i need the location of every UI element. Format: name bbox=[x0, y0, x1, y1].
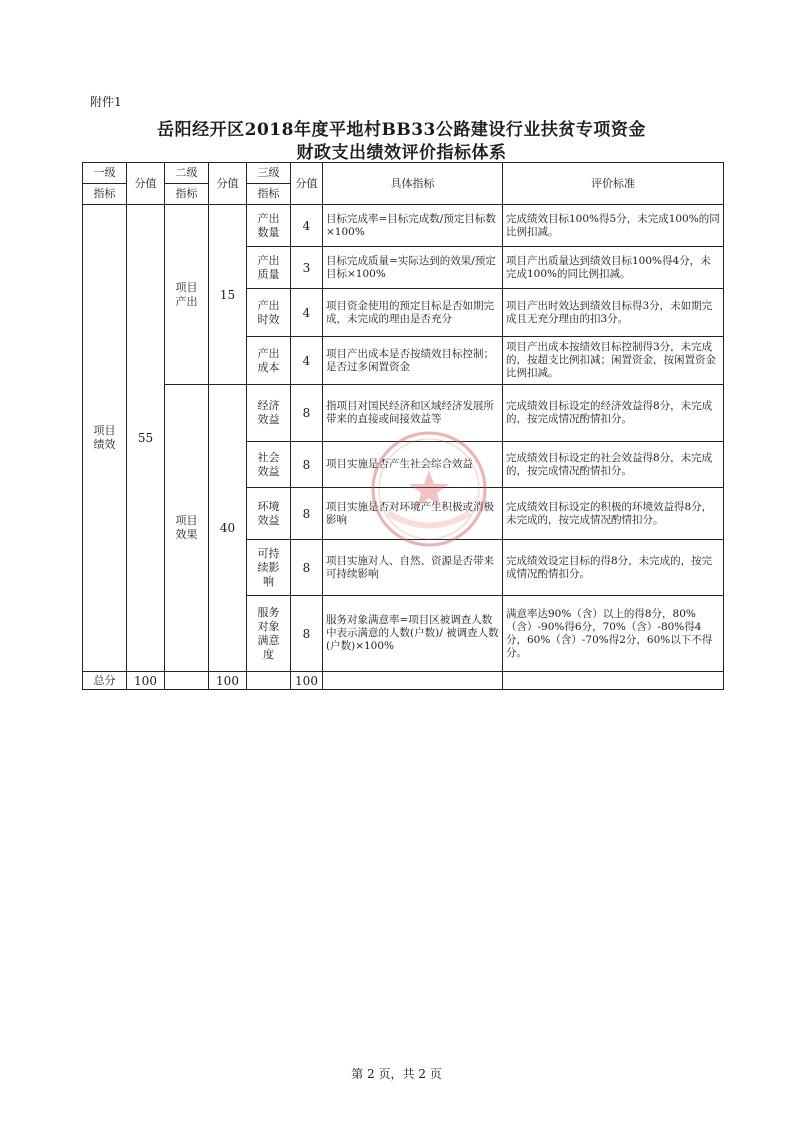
total-score2: 100 bbox=[209, 672, 247, 690]
level3-score: 4 bbox=[291, 289, 323, 337]
document-title-line2: 财政支出绩效评价指标体系 bbox=[296, 143, 507, 163]
page-footer: 第 2 页，共 2 页 bbox=[351, 1067, 442, 1081]
specific-indicator: 服务对象满意率=项目区被调查人数中表示满意的人数(户数)/ 被调查人数(户数)×100% bbox=[323, 596, 503, 672]
evaluation-standard: 完成绩效目标设定的社会效益得8分，未完成的，按完成情况酌情扣分。 bbox=[503, 442, 724, 488]
empty-cell bbox=[165, 672, 209, 690]
header-specific-indicator: 具体指标 bbox=[323, 163, 503, 205]
level3-score: 4 bbox=[291, 337, 323, 385]
specific-indicator: 项目实施是否产生社会综合效益 bbox=[323, 442, 503, 488]
header-evaluation-standard: 评价标准 bbox=[503, 163, 724, 205]
header-level1-sub: 指标 bbox=[83, 184, 127, 205]
document-title-line1: 岳阳经开区2018年度平地村BB33公路建设行业扶贫专项资金 bbox=[157, 120, 646, 140]
specific-indicator: 项目实施是否对环境产生积极或消极影响 bbox=[323, 488, 503, 540]
level3-name: 环境 效益 bbox=[247, 488, 291, 540]
level3-name: 产出 时效 bbox=[247, 289, 291, 337]
evaluation-standard: 项目产出成本按绩效目标控制得3分，未完成的，按超支比例扣减；闲置资金，按闲置资金比例扣减。 bbox=[503, 337, 724, 385]
specific-indicator: 项目实施对人、自然、资源是否带来可持续影响 bbox=[323, 540, 503, 596]
evaluation-standard: 完成绩效目标设定的经济效益得8分，未完成的，按完成情况酌情扣分。 bbox=[503, 385, 724, 442]
level3-score: 8 bbox=[291, 442, 323, 488]
header-score2: 分值 bbox=[209, 163, 247, 205]
specific-indicator: 目标完成率=目标完成数/预定目标数×100% bbox=[323, 205, 503, 247]
total-label: 总分 bbox=[83, 672, 127, 690]
level3-name: 可持 续影 响 bbox=[247, 540, 291, 596]
evaluation-standard: 项目产出质量达到绩效目标100%得4分，未完成100%的同比例扣减。 bbox=[503, 247, 724, 289]
evaluation-index-table bbox=[82, 162, 724, 690]
level3-name: 社会 效益 bbox=[247, 442, 291, 488]
specific-indicator: 项目产出成本是否按绩效目标控制；是否过多闲置资金 bbox=[323, 337, 503, 385]
level1-score: 55 bbox=[127, 205, 165, 672]
header-row-top bbox=[83, 163, 724, 184]
level2-name-output: 项目 产出 bbox=[165, 205, 209, 385]
level2-score-output: 15 bbox=[209, 205, 247, 385]
specific-indicator: 项目资金使用的预定目标是否如期完成，未完成的理由是否充分 bbox=[323, 289, 503, 337]
level3-score: 8 bbox=[291, 488, 323, 540]
header-score1: 分值 bbox=[127, 163, 165, 205]
header-level3: 三级 bbox=[247, 163, 291, 184]
evaluation-standard: 完成绩效设定目标的得8分，未完成的，按完成情况酌情扣分。 bbox=[503, 540, 724, 596]
table-row bbox=[83, 205, 724, 247]
level3-name: 服务 对象 满意 度 bbox=[247, 596, 291, 672]
level2-score-effect: 40 bbox=[209, 385, 247, 672]
empty-cell bbox=[503, 672, 724, 690]
evaluation-standard: 满意率达90%（含）以上的得8分，80%（含）-90%得6分，70%（含）-80%得4分，60%（含）-70%得2分，60%以下不得分。 bbox=[503, 596, 724, 672]
level3-name: 产出 成本 bbox=[247, 337, 291, 385]
total-score1: 100 bbox=[127, 672, 165, 690]
level2-name-effect: 项目 效果 bbox=[165, 385, 209, 672]
header-level2-sub: 指标 bbox=[165, 184, 209, 205]
empty-cell bbox=[247, 672, 291, 690]
header-score3: 分值 bbox=[291, 163, 323, 205]
level3-score: 8 bbox=[291, 540, 323, 596]
specific-indicator: 指项目对国民经济和区域经济发展所带来的直接或间接效益等 bbox=[323, 385, 503, 442]
level3-score: 8 bbox=[291, 596, 323, 672]
evaluation-standard: 完成绩效目标设定的积极的环境效益得8分，未完成的，按完成情况酌情扣分。 bbox=[503, 488, 724, 540]
level3-score: 4 bbox=[291, 205, 323, 247]
total-score3: 100 bbox=[291, 672, 323, 690]
level3-score: 8 bbox=[291, 385, 323, 442]
level3-name: 产出 数量 bbox=[247, 205, 291, 247]
level3-name: 产出 质量 bbox=[247, 247, 291, 289]
level3-name: 经济 效益 bbox=[247, 385, 291, 442]
total-row bbox=[83, 672, 724, 690]
header-level3-sub: 指标 bbox=[247, 184, 291, 205]
attachment-label: 附件1 bbox=[90, 95, 122, 109]
level3-score: 3 bbox=[291, 247, 323, 289]
empty-cell bbox=[323, 672, 503, 690]
header-level2: 二级 bbox=[165, 163, 209, 184]
header-level1: 一级 bbox=[83, 163, 127, 184]
specific-indicator: 目标完成质量=实际达到的效果/预定目标×100% bbox=[323, 247, 503, 289]
level1-name: 项目 绩效 bbox=[83, 205, 127, 672]
table-row bbox=[83, 385, 724, 442]
evaluation-standard: 完成绩效目标100%得5分，未完成100%的同比例扣减。 bbox=[503, 205, 724, 247]
evaluation-standard: 项目产出时效达到绩效目标得3分，未如期完成且无充分理由的扣3分。 bbox=[503, 289, 724, 337]
